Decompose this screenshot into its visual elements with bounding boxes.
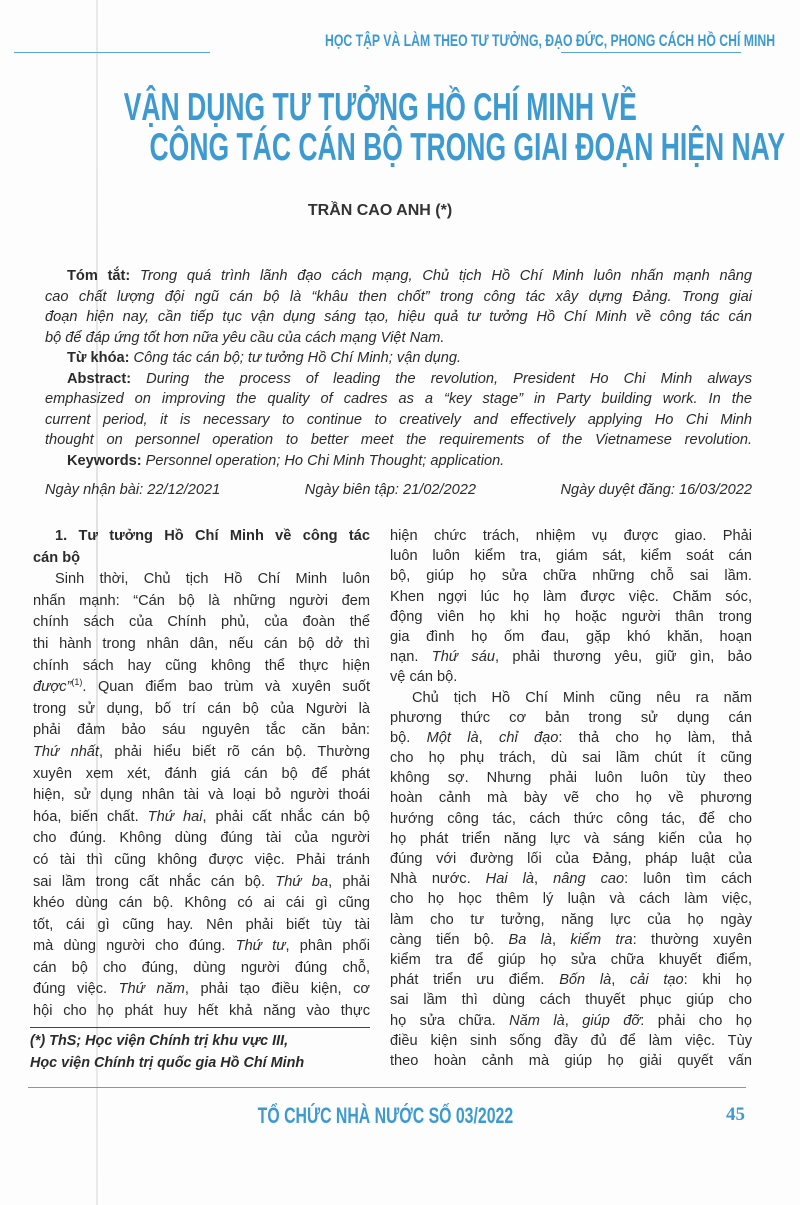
text-segment: phải đảm bảo sáu nguyên tắc căn bản: [33, 722, 370, 739]
text-segment: động viên họ khi họ hoặc người thân trong [390, 608, 752, 625]
publication-dates [45, 482, 752, 498]
text-line [45, 451, 752, 472]
text-line [390, 788, 752, 808]
text-segment: cho họ phụ trách, dù sai lầm chút ít cũng [390, 750, 752, 767]
date-edited: Ngày biên tập: 21/02/2022 [304, 482, 476, 498]
text-segment: Trong quá trình lãnh đạo cách mạng, Chủ tịch Hồ Chí Minh luôn nhấn mạnh nâng [130, 268, 752, 284]
text-line [33, 742, 370, 764]
text-line [390, 728, 752, 748]
text-line [33, 569, 370, 591]
text-line [33, 591, 370, 613]
text-segment: , [478, 729, 500, 746]
text-segment: bộ. [390, 729, 427, 746]
text-segment: Thứ năm [118, 981, 185, 998]
text-segment: cải tạo [629, 972, 684, 989]
footnote-rule [30, 1027, 370, 1028]
text-segment: xuyên xem xét, đánh giá cán bộ để phát [33, 765, 370, 782]
text-line [33, 764, 370, 786]
text-segment: , [552, 931, 571, 948]
text-line [45, 348, 752, 369]
text-segment: : luôn tìm cách [624, 871, 753, 888]
text-segment: Công tác cán bộ; tư tưởng Hồ Chí Minh; vận dụng. [129, 350, 462, 366]
text-segment: , [564, 1012, 583, 1029]
text-segment: , phải tạo điều kiện, cơ [184, 981, 370, 998]
text-segment: Thứ tư [235, 938, 286, 955]
text-segment: . Quan điểm bao trùm và xuyên suốt [82, 679, 370, 696]
text-segment: kiểm tra để giúp họ sửa chữa khuyết điểm, [390, 951, 752, 968]
text-segment: nạn. [390, 649, 432, 666]
text-segment: làm cho tư tưởng, năng lực của họ ngày [390, 911, 752, 928]
text-line [390, 607, 752, 627]
text-segment: cao chất lượng đội ngũ cán bộ là “khâu then chốt” trong công tác xây dựng Đảng. Trong giai [45, 288, 752, 305]
text-segment: , [611, 972, 630, 989]
text-line [45, 430, 752, 451]
journal-name: TỔ CHỨC NHÀ NƯỚC SỐ 03/2022 [257, 1103, 513, 1128]
text-segment: During the process of leading the revolution, President Ho Chi Minh always [131, 370, 752, 387]
header-rule-right [561, 52, 741, 53]
text-line [390, 970, 752, 990]
text-line [33, 872, 370, 894]
text-line [390, 667, 752, 687]
text-segment: vệ cán bộ. [390, 669, 458, 686]
text-segment: chỉ đạo [499, 729, 559, 746]
text-line [390, 869, 752, 889]
text-segment: hội cho họ phát huy hết khả năng vào thực [33, 1003, 370, 1020]
text-line [390, 1011, 752, 1031]
text-line [33, 656, 370, 678]
text-line [390, 647, 752, 667]
text-segment: mà dùng người cho đúng. [33, 938, 236, 955]
text-line [33, 915, 370, 937]
date-approved: Ngày duyệt đăng: 16/03/2022 [560, 482, 752, 498]
text-segment: luôn luôn kiểm tra, giám sát, kiểm soát cán [390, 548, 752, 565]
right-column [390, 526, 752, 1071]
text-line [390, 910, 752, 930]
text-line [390, 627, 752, 647]
text-segment: , phải hiểu biết rõ cán bộ. Thường [98, 743, 370, 760]
text-segment: Chủ tịch Hồ Chí Minh cũng nêu ra năm [412, 689, 752, 706]
text-line [33, 850, 370, 872]
text-segment: bộ, giúp họ sửa chữa những chỗ sai lầm. [390, 568, 752, 585]
text-segment: Bốn là [559, 972, 612, 989]
text-segment: hiện, sử dụng nhân tài và loại bỏ người thoái [33, 787, 370, 804]
text-line [390, 930, 752, 950]
text-line [33, 893, 370, 915]
text-segment: đoạn hiện nay, cần tiếp tục vận dụng sáng tạo, hiệu quả tư tưởng Hồ Chí Minh về công tác cán [45, 309, 752, 325]
text-line [45, 307, 752, 328]
text-segment: Personnel operation; Ho Chi Minh Thought; application. [141, 452, 505, 469]
footer-rule [28, 1087, 746, 1088]
text-line [45, 328, 752, 349]
text-line [45, 287, 752, 308]
text-segment: không sợ. Nhưng phải luôn luôn tùy theo [390, 770, 752, 787]
text-segment: có tài thì cũng không được việc. Phải tránh [33, 851, 370, 868]
text-segment: đúng việc. [33, 981, 119, 998]
text-line [33, 785, 370, 807]
text-segment: Sinh thời, Chủ tịch Hồ Chí Minh luôn [55, 571, 370, 588]
text-segment: họ phát triển năng lực và sáng kiến của họ [390, 830, 752, 847]
text-segment: Khen ngợi lúc họ làm được việc. Chăm sóc, [390, 588, 752, 605]
running-header-text: HỌC TẬP VÀ LÀM THEO TƯ TƯỞNG, ĐẠO ĐỨC, PHONG CÁCH HỒ CHÍ MINH [325, 31, 776, 50]
text-line [390, 849, 752, 869]
text-segment: Abstract: [67, 370, 132, 387]
text-segment: họ sửa chữa. [390, 1012, 510, 1029]
text-segment: hóa, biến chất. [33, 808, 148, 825]
text-line [45, 410, 752, 431]
text-segment: theo hoàn cảnh mà giúp họ giải quyết vấn [390, 1052, 752, 1069]
text-segment: trong sử dụng, bố trí cán bộ của Người là [33, 700, 370, 717]
text-line [390, 587, 752, 607]
article-title-line-2 [0, 126, 786, 170]
text-line [390, 950, 752, 970]
text-segment: Tóm tắt: [67, 268, 131, 284]
footnote-line: Học viện Chính trị quốc gia Hồ Chí Minh [30, 1054, 305, 1071]
text-line [33, 720, 370, 742]
abstract-block [45, 266, 752, 471]
text-line [33, 677, 370, 699]
author: TRẦN CAO ANH (*) [307, 202, 453, 219]
text-segment: phương thức cơ bản trong sử dụng cán [390, 709, 752, 726]
text-line [45, 266, 752, 287]
text-segment: nhấn mạnh: “Cán bộ là những người đem [33, 592, 370, 609]
text-segment: nâng cao [553, 871, 625, 888]
text-segment: 1. Tư tưởng Hồ Chí Minh về công tác [55, 528, 370, 544]
text-segment: , phải [328, 873, 370, 890]
date-received: Ngày nhận bài: 22/12/2021 [45, 482, 221, 498]
text-segment: : thường xuyên [632, 931, 752, 948]
text-segment: Ba là [508, 931, 553, 948]
text-line [33, 979, 370, 1001]
text-segment: (1) [71, 677, 83, 688]
text-segment: kiểm tra [570, 931, 633, 948]
text-line [45, 389, 752, 410]
text-line [390, 768, 752, 788]
text-segment: current period, it is necessary to continue to creatively and effectively applying Ho Chi Minh [45, 411, 752, 428]
text-line [33, 807, 370, 829]
text-line [45, 369, 752, 390]
text-segment: , phải cất nhắc cán bộ [202, 808, 370, 825]
text-line [390, 526, 752, 546]
text-segment: : khi họ [683, 972, 752, 989]
text-segment: thought on personnel operation to better meet the requirements of the Vietnamese revolution. [45, 432, 752, 448]
footnote [30, 1031, 304, 1074]
text-segment: tốt, cái gì cũng hay. Nên phải biết tùy tài [33, 916, 370, 933]
text-segment: , [533, 871, 554, 888]
text-segment: cho đúng. Không dùng đúng tài của người [33, 830, 370, 847]
text-segment: càng tiến bộ. [390, 931, 509, 948]
text-segment: thi hành trong nhân dân, nếu cán bộ dở thì [33, 635, 370, 652]
text-segment: emphasized on improving the quality of cadres as a “key stage” in Party building work. In the [45, 391, 752, 407]
text-segment: Một là [426, 729, 479, 746]
header-rule-left [14, 52, 210, 53]
text-segment: Từ khóa: [67, 350, 130, 366]
text-segment: khéo dùng cán bộ. Không có ai cái gì cũng [33, 895, 370, 912]
text-line [33, 828, 370, 850]
text-segment: điều kiện sinh sống đầy đủ để làm việc. Tùy [390, 1032, 752, 1049]
text-line [390, 748, 752, 768]
text-line [33, 699, 370, 721]
text-segment: : thả cho họ làm, thả [558, 729, 753, 746]
text-segment: Hai là [485, 871, 534, 888]
text-line [33, 612, 370, 634]
text-segment: giúp đỡ [582, 1012, 641, 1029]
title-text: CÔNG TÁC CÁN BỘ TRONG GIAI ĐOẠN HIỆN NAY [149, 126, 786, 169]
text-line [33, 958, 370, 980]
text-segment: Thứ sáu [431, 649, 495, 666]
text-line [390, 566, 752, 586]
text-segment: cho họ học thêm lý luận và cách làm việc, [390, 891, 752, 908]
text-segment: gia đình họ ốm đau, gặp khó khăn, hoạn [390, 628, 752, 645]
text-segment: cán bộ cho đúng, dùng người đúng chỗ, [33, 959, 370, 976]
running-header [150, 31, 776, 51]
journal-footer [200, 1103, 570, 1129]
text-segment: bộ để đáp ứng tốt hơn nữa yêu cầu của cách mạng Việt Nam. [45, 329, 445, 346]
article-title-line-1 [0, 86, 760, 130]
text-segment: được” [33, 679, 72, 696]
text-segment: : phải cho họ [640, 1012, 753, 1029]
left-column [33, 526, 370, 1023]
text-line [33, 548, 370, 570]
text-segment: Thứ hai [147, 808, 203, 825]
text-segment: sai lầm thì dùng cách thuyết phục giúp cho [390, 992, 752, 1009]
text-segment: Nhà nước. [390, 871, 486, 888]
text-line [33, 526, 370, 548]
text-line [33, 1001, 370, 1023]
text-line [390, 546, 752, 566]
text-segment: cán bộ [33, 549, 81, 566]
text-segment: phát triển ưu điểm. [390, 972, 560, 989]
text-line [390, 688, 752, 708]
text-segment: Năm là [509, 1012, 565, 1029]
text-segment: chính sách của Chính phủ, của đoàn thể [33, 614, 370, 631]
text-line [390, 990, 752, 1010]
title-text: VẬN DỤNG TƯ TƯỞNG HỒ CHÍ MINH VỀ [123, 86, 637, 129]
text-line [390, 708, 752, 728]
text-segment: đúng với đường lối của Đảng, pháp luật của [390, 851, 752, 867]
text-line [33, 936, 370, 958]
text-line [390, 1051, 752, 1071]
text-segment: , phân phối [285, 938, 370, 955]
text-segment: hiện chức trách, nhiệm vụ được giao. Phải [390, 528, 752, 544]
text-segment: hướng công tác, cách thức công tác, để cho [390, 810, 752, 827]
text-line [390, 1031, 752, 1051]
text-segment: Thứ nhất [33, 743, 99, 760]
text-segment: sai lầm trong cất nhắc cán bộ. [33, 873, 276, 890]
text-segment: hoàn cảnh mà bày vẽ cho họ về phương [390, 790, 752, 807]
text-line [390, 829, 752, 849]
text-segment: , phải thương yêu, giữ gìn, bảo [494, 649, 752, 666]
text-line [33, 634, 370, 656]
text-line [390, 889, 752, 909]
text-segment: Keywords: [67, 452, 142, 469]
text-segment: chính sách hay cũng không thể thực hiện [33, 657, 370, 674]
text-segment: Thứ ba [275, 873, 329, 890]
text-line [390, 809, 752, 829]
footnote-line: (*) ThS; Học viện Chính trị khu vực III, [30, 1033, 289, 1049]
page-number: 45 [726, 1104, 745, 1125]
